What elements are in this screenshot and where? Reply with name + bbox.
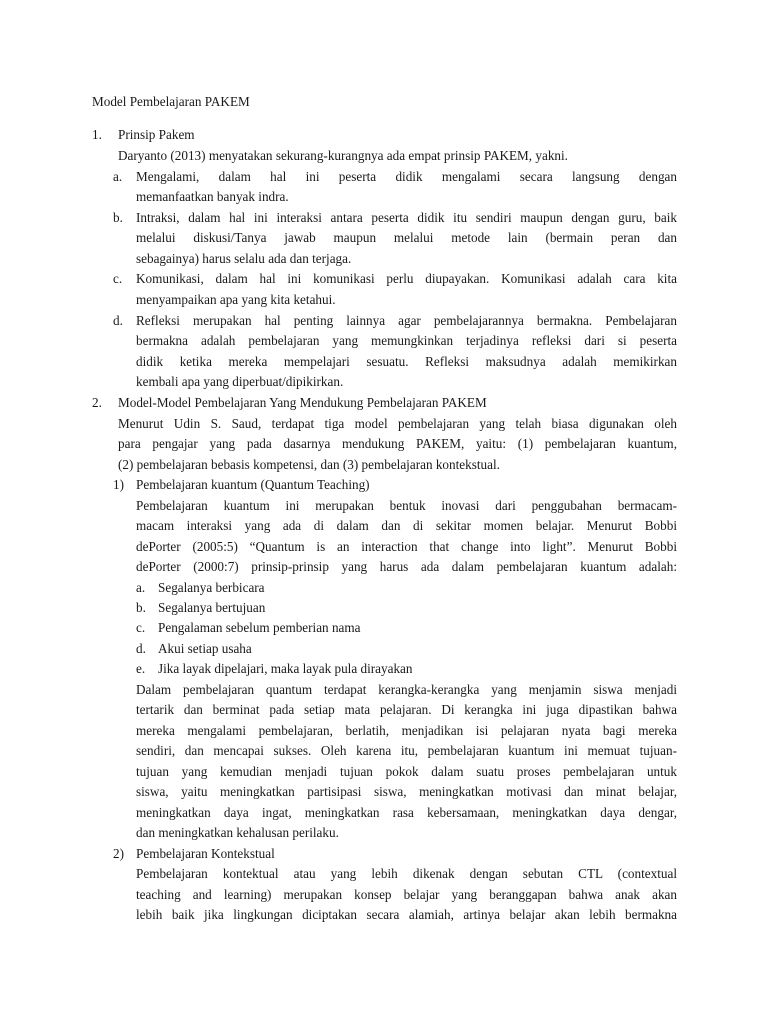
quantum-principle-marker: c. — [136, 620, 146, 635]
subsection-2-paragraph-line: lebih baik jika lingkungan diciptakan secara alamiah, artinya belajar akan lebih bermakna — [136, 907, 677, 922]
quantum-principle-text: Segalanya berbicara — [158, 580, 265, 595]
section-1-heading: Prinsip Pakem — [118, 127, 195, 142]
subsection-1-paragraph-2-line: tujuan yang kemudian menjadi tujuan pokok dalam suatu proses pembelajaran untuk — [136, 764, 677, 779]
subsection-1-paragraph-2-line: siswa, yaitu meningkatkan partisipasi siswa, meningkatkan motivasi dan minat belajar, — [136, 784, 677, 799]
principle-b-line: Intraksi, dalam hal ini interaksi antara peserta didik itu sendiri maupun dengan guru, baik — [136, 210, 677, 225]
subsection-1-paragraph-line: dePorter (2005:5) “Quantum is an interaction that change into light”. Menurut Bobbi — [136, 539, 677, 554]
subsection-1-paragraph-2-line: meningkatkan daya ingat, meningkatkan rasa kebersamaan, meningkatkan daya dengar, — [136, 805, 677, 820]
subsection-1-paragraph-line: macam interaksi yang ada di dalam dan di sekitar momen belajar. Menurut Bobbi — [136, 518, 677, 533]
section-2-intro-line: para pengajar yang pada dasarnya mendukung PAKEM, yaitu: (1) pembelajaran kuantum, — [118, 436, 677, 451]
quantum-principle-marker: a. — [136, 580, 146, 595]
subsection-1-paragraph-2-line: sendiri, dan mencapai sukses. Oleh karena itu, pembelajaran kuantum ini memuat tujuan- — [136, 743, 677, 758]
subsection-2-paragraph-line: Pembelajaran kontektual atau yang lebih dikenak dengan sebutan CTL (contextual — [136, 866, 677, 881]
subsection-1-heading: Pembelajaran kuantum (Quantum Teaching) — [136, 477, 370, 492]
subsection-1-paragraph-2-line: Dalam pembelajaran quantum terdapat kerangka-kerangka yang menjamin siswa menjadi — [136, 682, 677, 697]
principle-b-line: melalui diskusi/Tanya jawab maupun melalui metode lain (bermain peran dan — [136, 230, 677, 245]
principle-b-marker: b. — [113, 210, 123, 225]
principle-a-line: Mengalami, dalam hal ini peserta didik mengalami secara langsung dengan — [136, 169, 677, 184]
section-2-intro-line: (2) pembelajaran bebasis kompetensi, dan (3) pembelajaran kontekstual. — [118, 457, 500, 472]
principle-c-line: Komunikasi, dalam hal ini komunikasi perlu diupayakan. Komunikasi adalah cara kita — [136, 271, 677, 286]
section-1-intro: Daryanto (2013) menyatakan sekurang-kurangnya ada empat prinsip PAKEM, yakni. — [118, 148, 568, 163]
subsection-1-marker: 1) — [113, 477, 124, 492]
quantum-principle-text: Jika layak dipelajari, maka layak pula dirayakan — [158, 661, 413, 676]
principle-d-marker: d. — [113, 313, 123, 328]
principle-b-line: sebagainya) harus selalu ada dan terjaga. — [136, 251, 352, 266]
quantum-principle-text: Akui setiap usaha — [158, 641, 252, 656]
subsection-2-marker: 2) — [113, 846, 124, 861]
subsection-2-heading: Pembelajaran Kontekstual — [136, 846, 275, 861]
quantum-principle-marker: b. — [136, 600, 146, 615]
subsection-1-paragraph-2-line: mereka mengalami pembelajaran, berlatih, menjadikan isi pelajaran nyata bagi mereka — [136, 723, 677, 738]
principle-a-marker: a. — [113, 169, 123, 184]
subsection-1-paragraph-2-line: dan meningkatkan kehalusan perilaku. — [136, 825, 339, 840]
principle-d-line: Refleksi merupakan hal penting lainnya agar pembelajarannya bermakna. Pembelajaran — [136, 313, 677, 328]
subsection-1-paragraph-line: Pembelajaran kuantum ini merupakan bentuk inovasi dari penggubahan bermacam- — [136, 498, 677, 513]
section-1-number: 1. — [92, 127, 102, 142]
principle-c-marker: c. — [113, 271, 123, 286]
subsection-2-paragraph-line: teaching and learning) merupakan konsep belajar yang beranggapan bahwa anak akan — [136, 887, 677, 902]
document-title: Model Pembelajaran PAKEM — [92, 94, 250, 109]
quantum-principle-text: Pengalaman sebelum pemberian nama — [158, 620, 361, 635]
quantum-principle-text: Segalanya bertujuan — [158, 600, 266, 615]
quantum-principle-marker: e. — [136, 661, 146, 676]
principle-d-line: didik ketika mereka mempelajari sesuatu. Refleksi maksudnya adalah memikirkan — [136, 354, 677, 369]
subsection-1-paragraph-line: dePorter (2000:7) prinsip-prinsip yang harus ada dalam pembelajaran kuantum adalah: — [136, 559, 677, 574]
quantum-principle-marker: d. — [136, 641, 146, 656]
principle-d-line: bermakna adalah pembelajaran yang memungkinkan terjadinya refleksi dari si peserta — [136, 333, 677, 348]
principle-c-line: menyampaikan apa yang kita ketahui. — [136, 292, 336, 307]
section-2-heading: Model-Model Pembelajaran Yang Mendukung Pembelajaran PAKEM — [118, 395, 487, 410]
principle-d-line: kembali apa yang diperbuat/dipikirkan. — [136, 374, 344, 389]
subsection-1-paragraph-2-line: tertarik dan berminat pada setiap mata pelajaran. Di kerangka ini juga dipastikan bahwa — [136, 702, 677, 717]
principle-a-line: memanfaatkan banyak indra. — [136, 189, 289, 204]
section-2-number: 2. — [92, 395, 102, 410]
section-2-intro-line: Menurut Udin S. Saud, terdapat tiga model pembelajaran yang telah biasa digunakan oleh — [118, 416, 677, 431]
